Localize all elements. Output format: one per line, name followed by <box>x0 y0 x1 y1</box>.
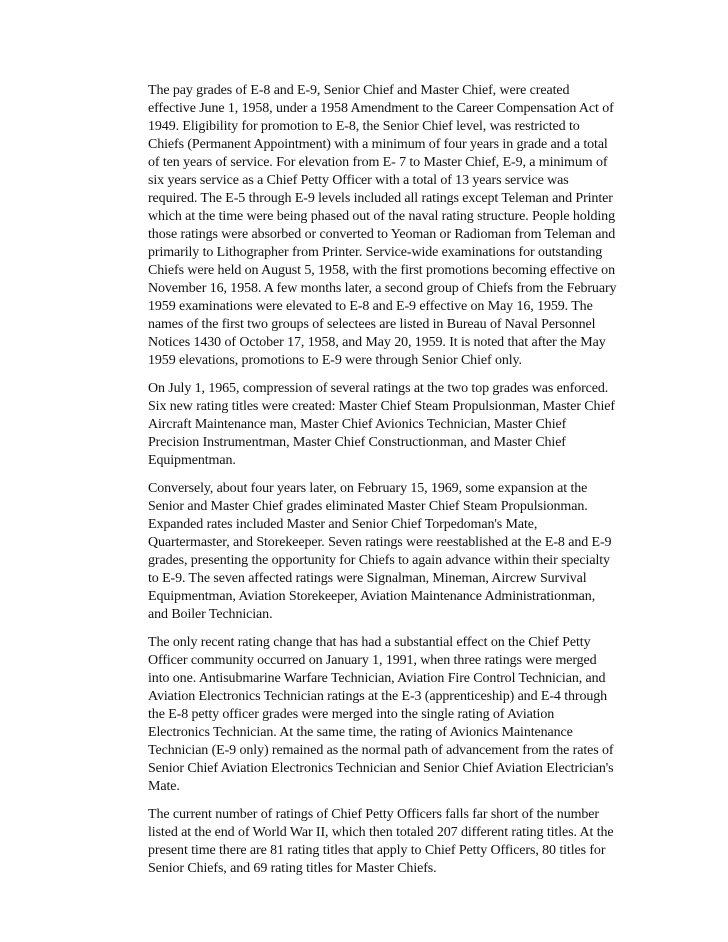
paragraph-current-ratings: The current number of ratings of Chief Petty Officers falls far short of the number listed at the end of World War II, which then totaled 207 different rating titles. At the present time there are 81 rating titles that apply to Chief Petty Officers, 80 titles for Senior Chiefs, and 69 rating titles for Master Chiefs. <box>148 807 614 876</box>
paragraph-pay-grades: The pay grades of E-8 and E-9, Senior Chief and Master Chief, were created effective June 1, 1958, under a 1958 Amendment to the Career Compensation Act of 1949. Eligibility for promotion to E-8, the Senior Chief level, was restricted to Chiefs (Permanent Appointment) with a minimum of four years in grade and a total of ten years of service. For elevation from E- 7 to Master Chief, E-9, a minimum of six years service as a Chief Petty Officer with a total of 13 years service was required. The E-5 through E-9 levels included all ratings except Teleman and Printer which at the time were being phased out of the naval rating structure. People holding those ratings were absorbed or converted to Yeoman or Radioman from Teleman and primarily to Lithographer from Printer. Service-wide examinations for outstanding Chiefs were held on August 5, 1958, with the first promotions becoming effective on November 16, 1958. A few months later, a second group of Chiefs from the February 1959 examinations were elevated to E-8 and E-9 effective on May 16, 1959. The names of the first two groups of selectees are listed in Bureau of Naval Personnel Notices 1430 of October 17, 1958, and May 20, 1959. It is noted that after the May 1959 elevations, promotions to E-9 were through Senior Chief only. <box>148 83 617 368</box>
paragraph-1991-merger: The only recent rating change that has had a substantial effect on the Chief Petty Officer community occurred on January 1, 1991, when three ratings were merged into one. Antisubmarine Warfare Technician, Aviation Fire Control Technician, and Aviation Electronics Technician ratings at the E-3 (apprenticeship) and E-4 through the E-8 petty officer grades were merged into the single rating of Aviation Electronics Technician. At the same time, the rating of Avionics Maintenance Technician (E-9 only) remained as the normal path of advancement from the rates of Senior Chief Aviation Electronics Technician and Senior Chief Aviation Electrician's Mate. <box>148 635 614 794</box>
paragraph-1965-compression: On July 1, 1965, compression of several ratings at the two top grades was enforced. Six new rating titles were created: Master Chief Steam Propulsionman, Master Chief Aircraft Maintenance man, Master Chief Avionics Technician, Master Chief Precision Instrumentman, Master Chief Constructionman, and Master Chief Equipmentman. <box>148 381 615 468</box>
document-page <box>148 82 618 888</box>
paragraph-1969-expansion: Conversely, about four years later, on February 15, 1969, some expansion at the Senior and Master Chief grades eliminated Master Chief Steam Propulsionman. Expanded rates included Master and Senior Chief Torpedoman's Mate, Quartermaster, and Storekeeper. Seven ratings were reestablished at the E-8 and E-9 grades, presenting the opportunity for Chiefs to again advance within their specialty to E-9. The seven affected ratings were Signalman, Mineman, Aircrew Survival Equipmentman, Aviation Storekeeper, Aviation Maintenance Administrationman, and Boiler Technician. <box>148 481 612 622</box>
